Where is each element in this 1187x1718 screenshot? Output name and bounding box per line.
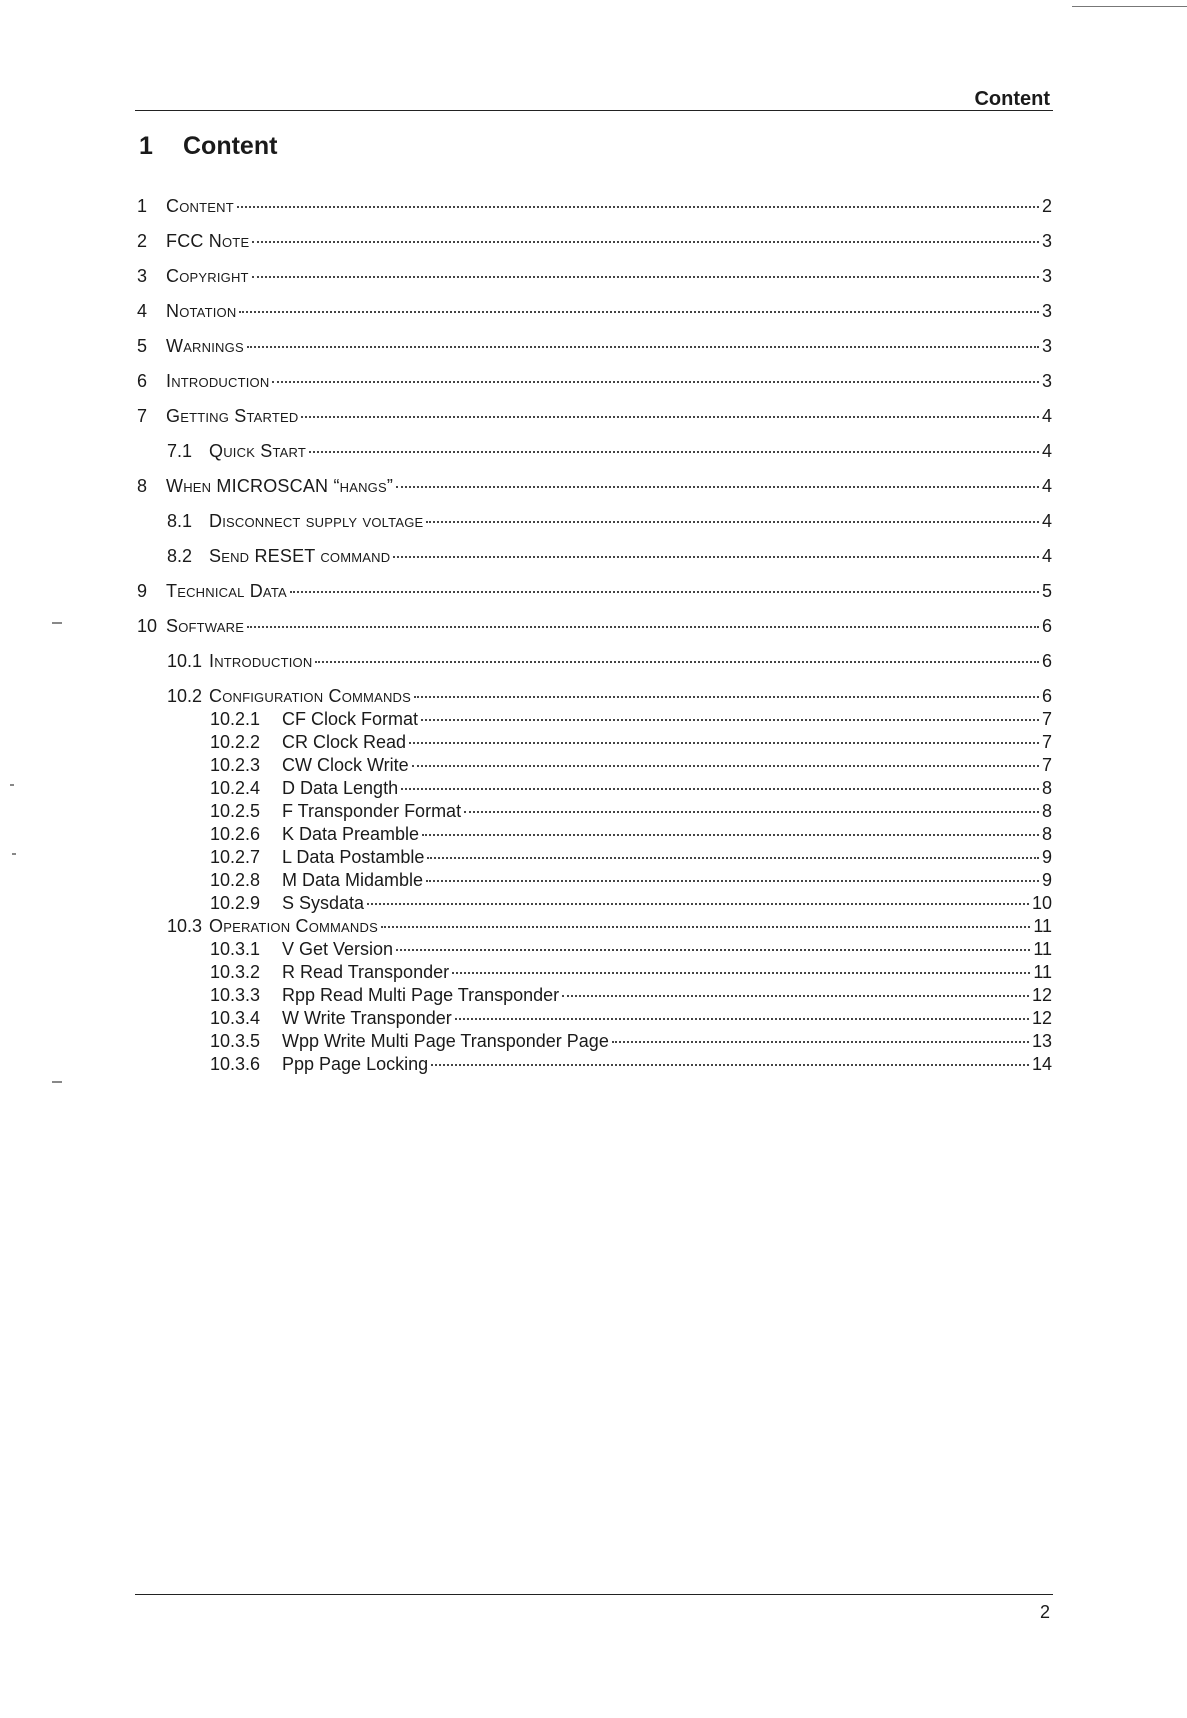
toc-entry-number: 8 (137, 476, 148, 496)
toc-entry-page: 3 (1041, 336, 1052, 356)
toc-entry-title: Software (166, 616, 245, 636)
dot-leader (464, 811, 1039, 813)
toc-entry[interactable] (137, 962, 1052, 985)
toc-entry-page: 8 (1041, 801, 1052, 821)
toc-entry-title: Technical Data (166, 581, 287, 601)
toc-entry-number: 10 (137, 616, 158, 636)
toc-entry-title: Notation (166, 301, 237, 321)
toc-entry-number: 10.3.4 (210, 1008, 261, 1028)
toc-entry[interactable] (137, 1054, 1052, 1077)
toc-entry-page: 7 (1041, 709, 1052, 729)
toc-entry-number: 10.2 (167, 686, 203, 706)
toc-entry-page: 7 (1041, 732, 1052, 752)
toc-entry-title: Introduction (166, 371, 270, 391)
toc-entry-title: Send RESET command (209, 546, 391, 566)
scan-artifact (12, 853, 16, 855)
toc-entry-title: D Data Length (282, 778, 399, 798)
dot-leader (412, 765, 1039, 767)
toc-entry-title: Copyright (166, 266, 249, 286)
toc-entry[interactable] (137, 616, 1052, 651)
toc-entry[interactable] (137, 870, 1052, 893)
dot-leader (401, 788, 1039, 790)
toc-entry-number: 10.3.5 (210, 1031, 261, 1051)
header-rule (135, 110, 1053, 111)
toc-entry-number: 2 (137, 231, 148, 251)
toc-entry-page: 4 (1041, 441, 1052, 461)
toc-entry-page: 3 (1041, 231, 1052, 251)
dot-leader (239, 311, 1039, 313)
toc-entry-number: 5 (137, 336, 148, 356)
chapter-title: Content (183, 132, 278, 160)
toc-entry-title: K Data Preamble (282, 824, 420, 844)
toc-entry-page: 3 (1041, 266, 1052, 286)
toc-entry-page: 4 (1041, 476, 1052, 496)
toc-entry-title: S Sysdata (282, 893, 365, 913)
toc-entry-title: W Write Transponder (282, 1008, 452, 1028)
dot-leader (612, 1041, 1029, 1043)
dot-leader (247, 346, 1039, 348)
toc-entry[interactable] (137, 651, 1052, 686)
toc-entry[interactable] (137, 546, 1052, 581)
toc-entry-number: 10.2.9 (210, 893, 261, 913)
toc-entry-page: 8 (1041, 778, 1052, 798)
toc-entry[interactable] (137, 847, 1052, 870)
scan-edge-mark (1072, 6, 1187, 7)
toc-entry-page: 3 (1041, 371, 1052, 391)
toc-entry-title: Getting Started (166, 406, 299, 426)
toc-entry-page: 14 (1031, 1054, 1052, 1074)
toc-entry-title: CF Clock Format (282, 709, 419, 729)
toc-entry[interactable] (137, 709, 1052, 732)
toc-entry-number: 3 (137, 266, 148, 286)
toc-entry-number: 10.2.6 (210, 824, 261, 844)
toc-entry[interactable] (137, 336, 1052, 371)
scan-artifact (10, 784, 14, 786)
toc-entry[interactable] (137, 196, 1052, 231)
toc-entry[interactable] (137, 732, 1052, 755)
toc-entry[interactable] (137, 581, 1052, 616)
dot-leader (431, 1064, 1029, 1066)
toc-entry-title: Content (166, 196, 234, 216)
dot-leader (237, 206, 1039, 208)
toc-entry-title: When MICROSCAN “hangs” (166, 476, 394, 496)
toc-entry-title: FCC Note (166, 231, 250, 251)
toc-entry-page: 11 (1033, 939, 1052, 959)
dot-leader (426, 521, 1039, 523)
dot-leader (247, 626, 1039, 628)
toc-entry[interactable] (137, 476, 1052, 511)
dot-leader (309, 451, 1039, 453)
toc-entry-number: 7 (137, 406, 148, 426)
toc-entry-title: Rpp Read Multi Page Transponder (282, 985, 560, 1005)
toc-entry-title: Wpp Write Multi Page Transponder Page (282, 1031, 609, 1051)
toc-entry-page: 6 (1041, 686, 1052, 706)
dot-leader (455, 1018, 1029, 1020)
toc-entry[interactable] (137, 985, 1052, 1008)
toc-entry-page: 13 (1031, 1031, 1052, 1051)
toc-entry-title: Warnings (166, 336, 244, 356)
toc-entry-title: M Data Midamble (282, 870, 424, 890)
toc-entry-page: 9 (1041, 870, 1052, 890)
toc-entry-title: L Data Postamble (282, 847, 425, 867)
toc-entry-title: Configuration Commands (209, 686, 411, 706)
toc-entry-number: 10.2.7 (210, 847, 261, 867)
dot-leader (426, 880, 1039, 882)
toc-entry-page: 11 (1033, 916, 1052, 936)
dot-leader (393, 556, 1039, 558)
toc-entry[interactable] (137, 511, 1052, 546)
toc-entry-number: 8.1 (167, 511, 193, 531)
dot-leader (409, 742, 1039, 744)
toc-entry-title: CW Clock Write (282, 755, 409, 775)
toc-entry[interactable] (137, 231, 1052, 266)
toc-entry-number: 10.3 (167, 916, 203, 936)
toc-entry[interactable] (137, 939, 1052, 962)
dot-leader (381, 926, 1030, 928)
toc-entry-page: 12 (1031, 985, 1052, 1005)
toc-entry[interactable] (137, 301, 1052, 336)
toc-entry-title: F Transponder Format (282, 801, 462, 821)
toc-entry[interactable] (137, 801, 1052, 824)
toc-entry[interactable] (137, 1008, 1052, 1031)
toc-entry-title: R Read Transponder (282, 962, 450, 982)
toc-entry-number: 10.2.1 (210, 709, 261, 729)
toc-entry-page: 4 (1041, 546, 1052, 566)
toc-entry-title: CR Clock Read (282, 732, 407, 752)
footer-rule (135, 1594, 1053, 1595)
toc-entry-number: 10.3.3 (210, 985, 261, 1005)
toc-entry-title: Quick Start (209, 441, 307, 461)
toc-entry-number: 10.2.2 (210, 732, 261, 752)
toc-entry-title: Operation Commands (209, 916, 378, 936)
toc-entry-number: 6 (137, 371, 148, 391)
toc-entry-number: 10.2.3 (210, 755, 261, 775)
toc-entry[interactable] (137, 824, 1052, 847)
dot-leader (421, 719, 1039, 721)
toc-entry-title: V Get Version (282, 939, 394, 959)
page-number: 2 (1039, 1602, 1050, 1622)
toc-entry-number: 10.3.6 (210, 1054, 261, 1074)
dot-leader (414, 696, 1039, 698)
dot-leader (367, 903, 1029, 905)
toc-entry-page: 3 (1041, 301, 1052, 321)
toc-entry-title: Disconnect supply voltage (209, 511, 424, 531)
toc-entry-page: 5 (1041, 581, 1052, 601)
toc-entry[interactable] (137, 778, 1052, 801)
dot-leader (427, 857, 1039, 859)
dot-leader (315, 661, 1039, 663)
toc-entry-number: 10.2.4 (210, 778, 261, 798)
toc-entry[interactable] (137, 266, 1052, 301)
dot-leader (252, 276, 1039, 278)
toc-entry[interactable] (137, 916, 1052, 939)
running-header: Content (974, 88, 1050, 110)
toc-entry-page: 8 (1041, 824, 1052, 844)
dot-leader (396, 949, 1030, 951)
dot-leader (252, 241, 1039, 243)
toc-entry-number: 10.3.2 (210, 962, 261, 982)
dot-leader (290, 591, 1039, 593)
toc-entry-number: 10.3.1 (210, 939, 261, 959)
scan-artifact (52, 622, 62, 624)
toc-entry-page: 12 (1031, 1008, 1052, 1028)
dot-leader (562, 995, 1029, 997)
dot-leader (301, 416, 1039, 418)
toc-entry[interactable] (137, 406, 1052, 441)
toc-entry[interactable] (137, 686, 1052, 709)
toc-entry-number: 10.2.8 (210, 870, 261, 890)
toc-entry-number: 4 (137, 301, 148, 321)
toc-entry[interactable] (137, 893, 1052, 916)
dot-leader (396, 486, 1039, 488)
scan-artifact (52, 1081, 62, 1083)
toc-entry-page: 10 (1031, 893, 1052, 913)
table-of-contents (137, 196, 1052, 1077)
toc-entry-page: 7 (1041, 755, 1052, 775)
toc-entry[interactable] (137, 441, 1052, 476)
toc-entry-page: 9 (1041, 847, 1052, 867)
dot-leader (272, 381, 1039, 383)
toc-entry-title: Ppp Page Locking (282, 1054, 429, 1074)
toc-entry-page: 11 (1033, 962, 1052, 982)
chapter-number: 1 (139, 132, 153, 160)
toc-entry-title: Introduction (209, 651, 313, 671)
toc-entry-number: 1 (137, 196, 148, 216)
dot-leader (452, 972, 1030, 974)
toc-entry-page: 2 (1041, 196, 1052, 216)
dot-leader (422, 834, 1039, 836)
toc-entry[interactable] (137, 755, 1052, 778)
toc-entry[interactable] (137, 371, 1052, 406)
toc-entry-number: 9 (137, 581, 148, 601)
toc-entry[interactable] (137, 1031, 1052, 1054)
toc-entry-page: 6 (1041, 616, 1052, 636)
chapter-heading (139, 132, 277, 161)
toc-entry-page: 6 (1041, 651, 1052, 671)
toc-entry-page: 4 (1041, 511, 1052, 531)
toc-entry-number: 8.2 (167, 546, 193, 566)
toc-entry-number: 10.1 (167, 651, 203, 671)
toc-entry-number: 7.1 (167, 441, 193, 461)
toc-entry-number: 10.2.5 (210, 801, 261, 821)
toc-entry-page: 4 (1041, 406, 1052, 426)
